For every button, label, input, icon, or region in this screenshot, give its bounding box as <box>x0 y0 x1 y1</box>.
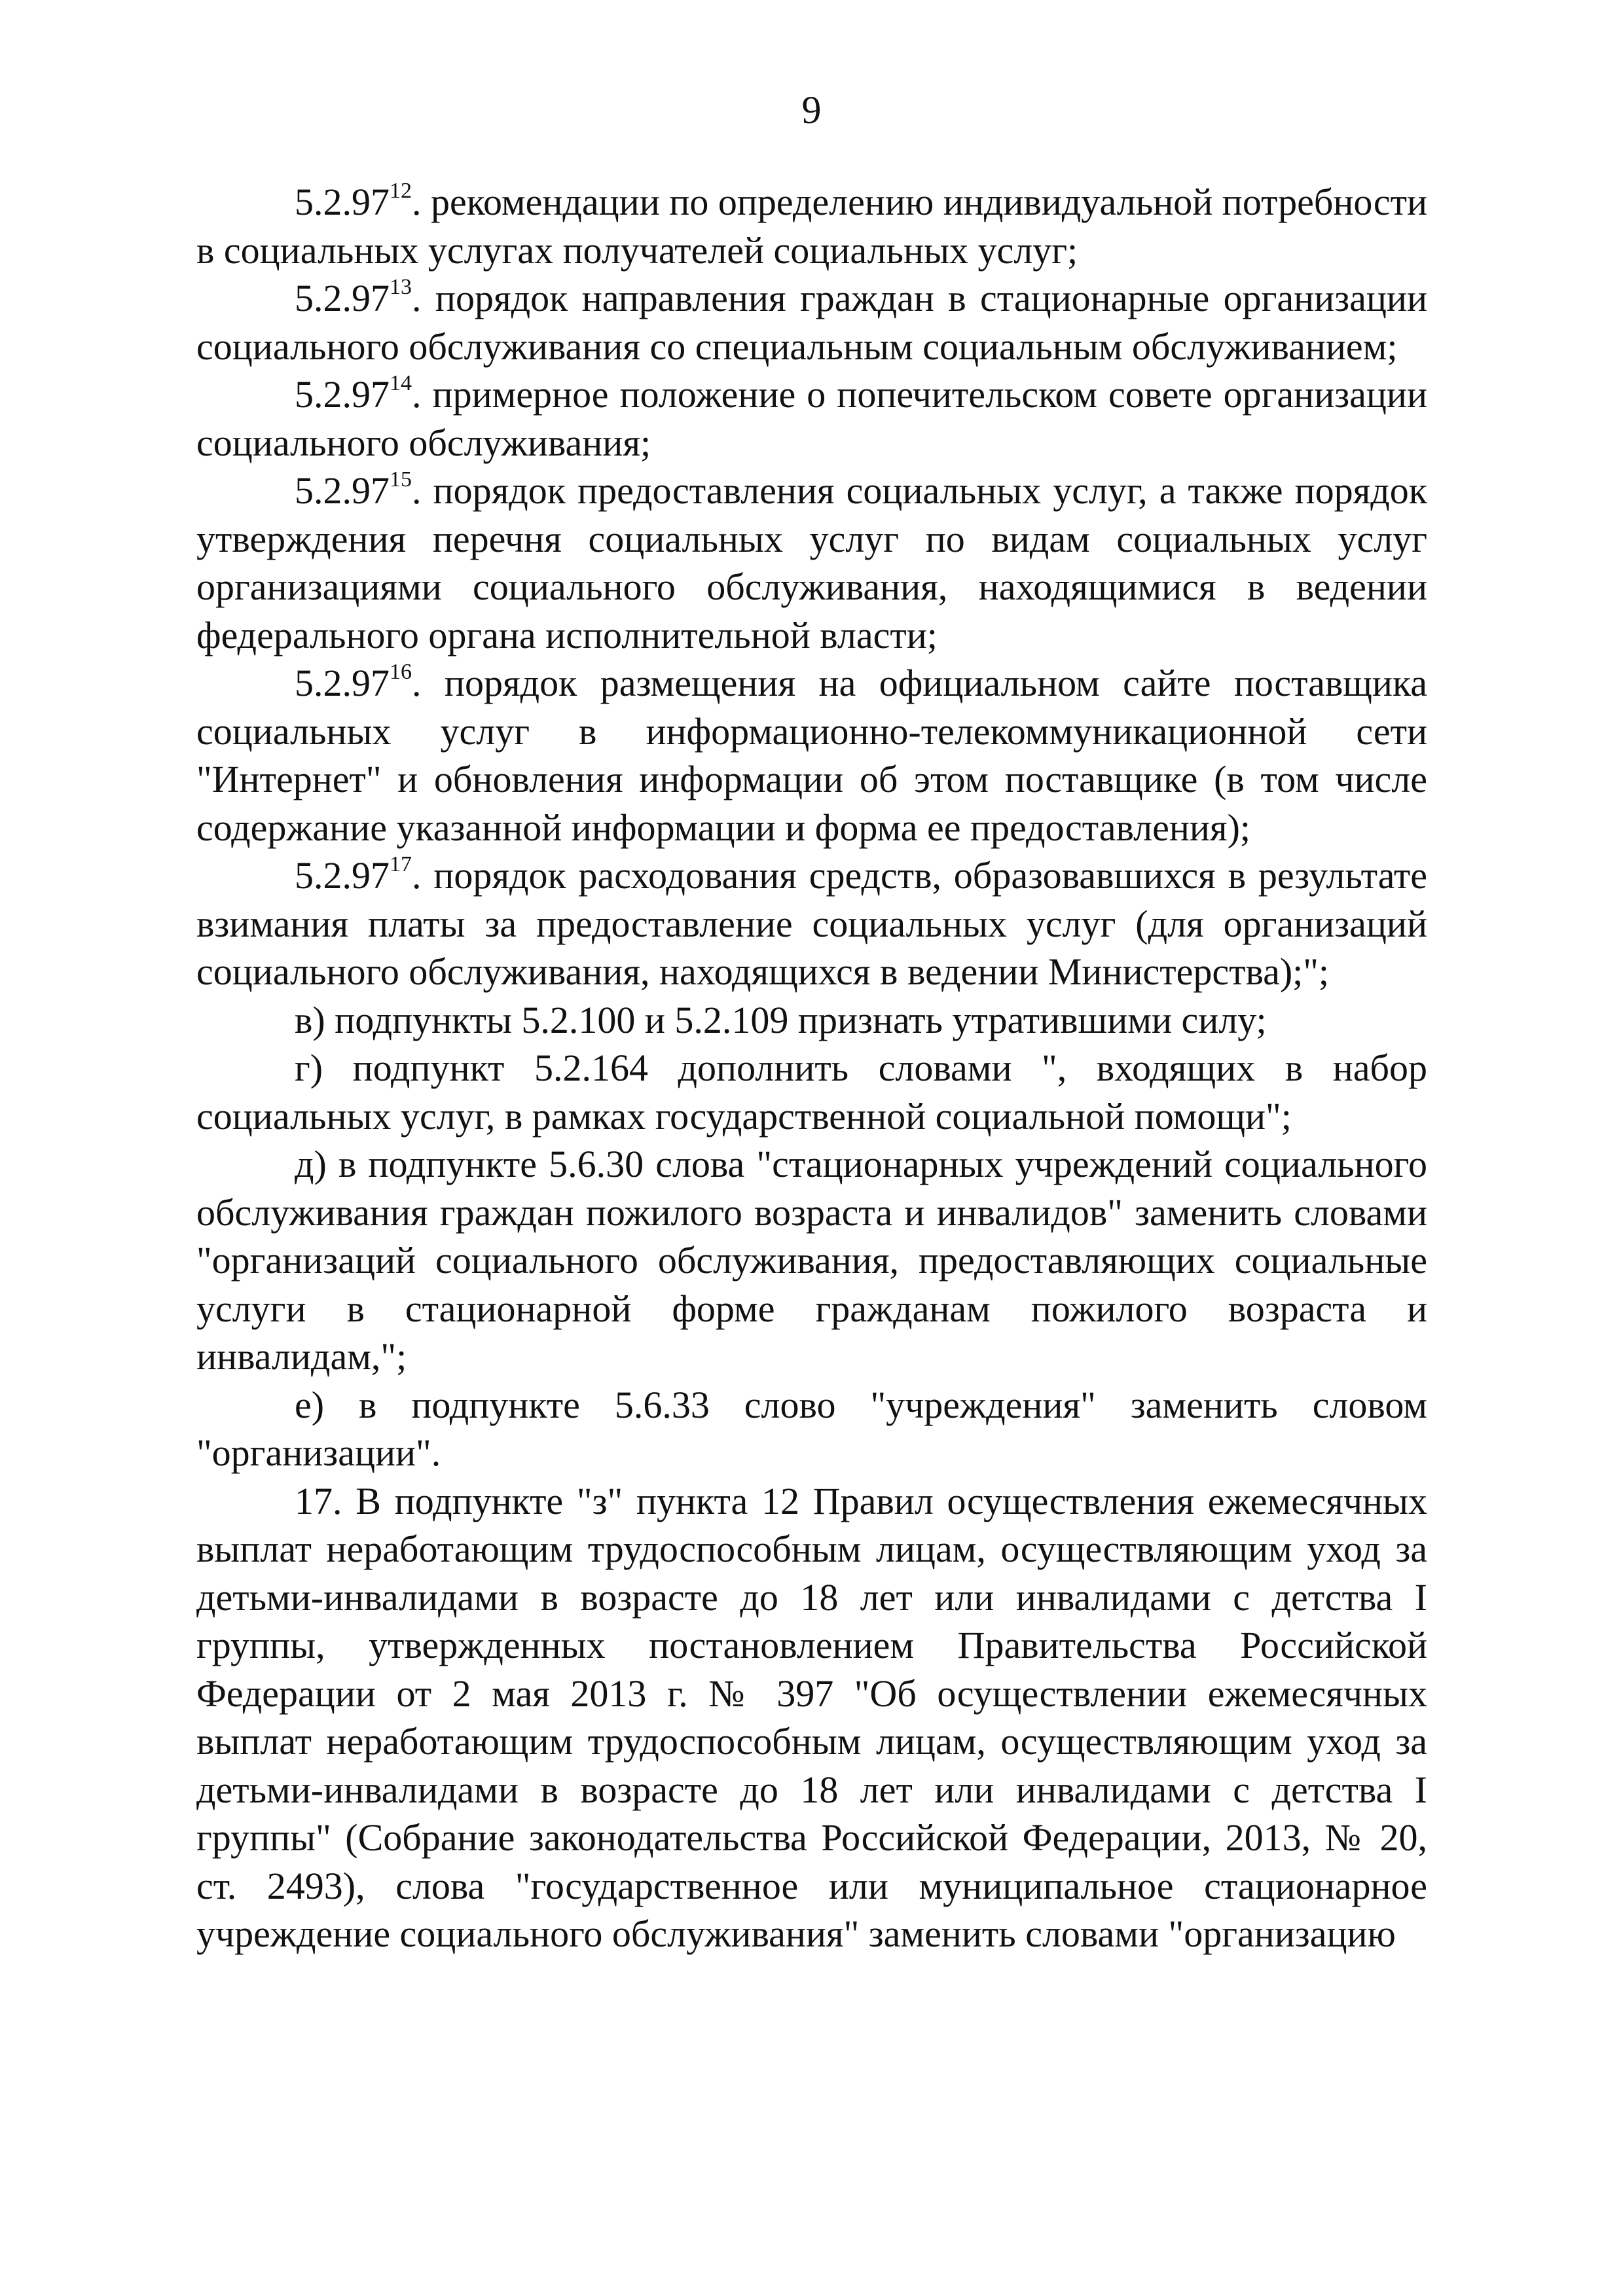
clause-superscript: 17 <box>390 852 412 876</box>
paragraph-text: . рекомендации по определению индивидуальной потребности в социальных услугах получателей социальных услуг; <box>196 181 1427 272</box>
paragraph-text: в) подпункты 5.2.100 и 5.2.109 признать утратившими силу; <box>295 998 1267 1041</box>
clause-number: 5.2.97 <box>295 277 390 319</box>
paragraph-text: г) подпункт 5.2.164 дополнить словами ", входящих в набор социальных услуг, в рамках государственной социальной помощи"; <box>196 1047 1427 1138</box>
paragraph-text: . порядок направления граждан в стационарные организации социального обслуживания со специальным социальным обслуживанием; <box>196 277 1427 368</box>
paragraph-text: д) в подпункте 5.6.30 слова "стационарных учреждений социального обслуживания граждан пожилого возраста и инвалидов" заменить словами "организаций социального обслуживания, предоставляющих социальные услуги в стационарной форме гражданам пожилого возраста и инвалидам,"; <box>196 1143 1427 1378</box>
paragraph-text: 17. В подпункте "з" пункта 12 Правил осуществления ежемесячных выплат неработающим трудоспособным лицам, осуществляющим уход за детьми-инвалидами в возрасте до 18 лет или инвалидами с детства I группы, утвержденных постановлением Правительства Российской Федерации от 2 мая 2013 г. № 397 "Об осуществлении ежемесячных выплат неработающим трудоспособным лицам, осуществляющим уход за детьми-инвалидами в возрасте до 18 лет или инвалидами с детства I группы" (Собрание законодательства Российской Федерации, 2013, № 20, ст. 2493), слова "государственное или муниципальное стационарное учреждение социального обслуживания" заменить словами "организацию <box>196 1479 1427 1955</box>
paragraph-v <box>196 996 1427 1045</box>
paragraph-5-2-97-14 <box>196 370 1427 467</box>
paragraph-d <box>196 1140 1427 1381</box>
clause-number: 5.2.97 <box>295 854 390 897</box>
clause-superscript: 13 <box>390 275 412 299</box>
clause-number: 5.2.97 <box>295 181 390 223</box>
paragraph-5-2-97-16 <box>196 659 1427 852</box>
paragraph-g <box>196 1044 1427 1140</box>
paragraph-text: . примерное положение о попечительском совете организации социального обслуживания; <box>196 373 1427 464</box>
paragraph-5-2-97-17 <box>196 852 1427 996</box>
paragraph-5-2-97-12 <box>196 178 1427 274</box>
clause-superscript: 14 <box>390 371 412 395</box>
clause-number: 5.2.97 <box>295 469 390 512</box>
paragraph-text: . порядок размещения на официальном сайте поставщика социальных услуг в информационно-телекоммуникационной сети "Интернет" и обновления информации об этом поставщике (в том числе содержание указанной информации и форма ее предоставления); <box>196 662 1427 849</box>
clause-number: 5.2.97 <box>295 662 390 704</box>
clause-superscript: 12 <box>390 179 412 203</box>
paragraph-text: е) в подпункте 5.6.33 слово "учреждения" заменить словом "организации". <box>196 1383 1427 1474</box>
clause-superscript: 16 <box>390 660 412 684</box>
paragraph-text: . порядок предоставления социальных услуг, а также порядок утверждения перечня социальных услуг по видам социальных услуг организациями социального обслуживания, находящимися в ведении федерального органа исполнительной власти; <box>196 469 1427 656</box>
paragraph-5-2-97-15 <box>196 467 1427 659</box>
paragraph-text: . порядок расходования средств, образовавшихся в результате взимания платы за предоставление социальных услуг (для организаций социального обслуживания, находящихся в ведении Министерства);"; <box>196 854 1427 993</box>
clause-superscript: 15 <box>390 467 412 492</box>
clause-number: 5.2.97 <box>295 373 390 416</box>
document-body <box>196 178 1427 1958</box>
paragraph-17 <box>196 1477 1427 1958</box>
page-number: 9 <box>801 88 822 132</box>
paragraph-e <box>196 1381 1427 1477</box>
paragraph-5-2-97-13 <box>196 274 1427 370</box>
